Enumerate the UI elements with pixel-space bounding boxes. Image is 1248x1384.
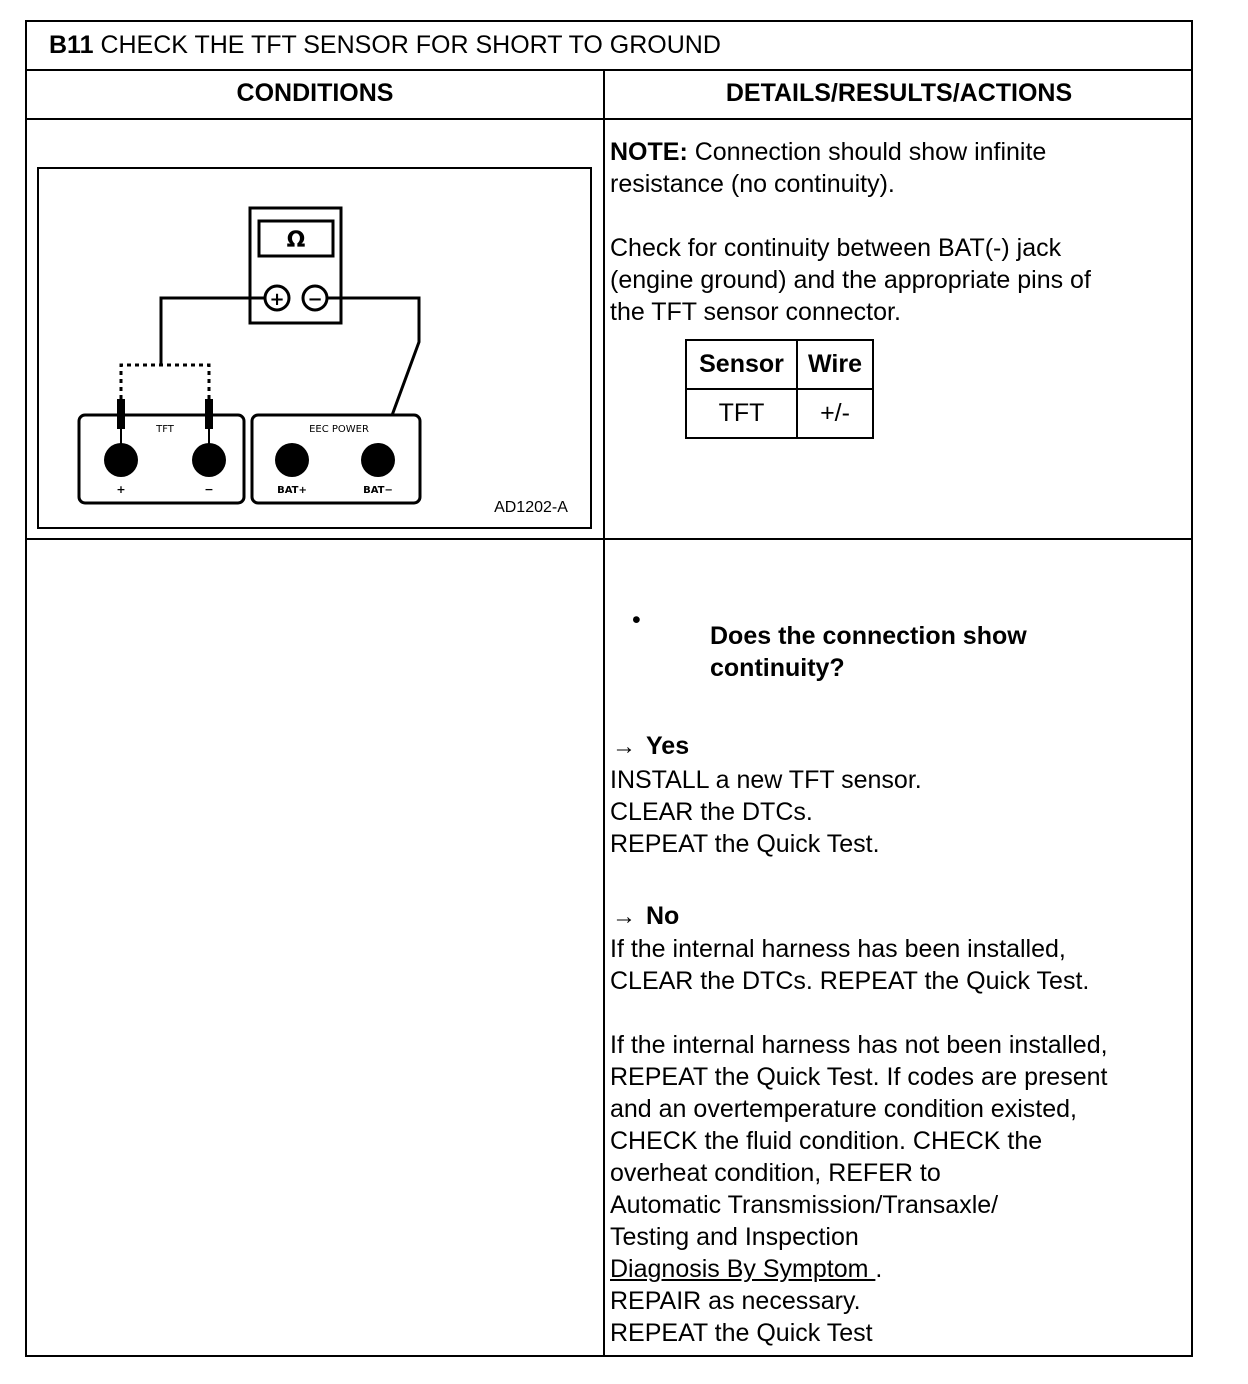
table-row <box>686 389 873 438</box>
no-line-b4: CHECK the fluid condition. CHECK the <box>610 1127 1043 1155</box>
bat-plus-pin <box>275 443 309 477</box>
column-divider <box>603 69 605 1355</box>
question-line-1: Does the connection show <box>710 622 1027 650</box>
instruction-line-3: the TFT sensor connector. <box>610 298 901 326</box>
yes-line-3: REPEAT the Quick Test. <box>610 830 880 858</box>
link-suffix: . <box>875 1255 883 1283</box>
table-cell-sensor: TFT <box>686 389 797 438</box>
note-line-2: resistance (no continuity). <box>610 170 895 198</box>
row-divider <box>27 538 1191 540</box>
details-header: DETAILS/RESULTS/ACTIONS <box>725 79 1073 107</box>
tft-minus-probe <box>205 399 213 429</box>
no-line-b6: Automatic Transmission/Transaxle/ <box>610 1191 999 1219</box>
bat-minus-pin <box>361 443 395 477</box>
no-label: No <box>646 902 680 930</box>
bat-minus-pin-label: BAT− <box>363 485 393 496</box>
table-cell-wire: +/- <box>797 389 873 438</box>
eec-power-connector-label: EEC POWER <box>309 424 369 435</box>
tft-connector-label: TFT <box>156 424 174 435</box>
step-title <box>49 30 721 60</box>
no-line-b2: REPEAT the Quick Test. If codes are present <box>610 1063 1108 1091</box>
no-line-b3: and an overtemperature condition existed, <box>610 1095 1077 1123</box>
diagnosis-by-symptom-link[interactable]: Diagnosis By Symptom <box>610 1255 876 1283</box>
table-header-row <box>686 340 873 389</box>
jumper-wire <box>121 365 209 415</box>
no-line-c2: REPEAT the Quick Test <box>610 1319 873 1347</box>
ohmmeter-diagram <box>37 167 593 529</box>
tft-minus-pin-label: − <box>204 483 214 496</box>
arrow-right-icon: → <box>612 733 636 760</box>
no-line-b7: Testing and Inspection <box>610 1223 859 1251</box>
bullet-icon: • <box>632 606 641 634</box>
bat-plus-pin-label: BAT+ <box>277 485 307 496</box>
note <box>610 136 1046 168</box>
sensor-wire-table <box>685 339 874 439</box>
step-code: B11 <box>49 31 94 59</box>
figure-id: AD1202-A <box>494 499 568 516</box>
tft-plus-pin <box>104 443 138 477</box>
yes-line-2: CLEAR the DTCs. <box>610 798 813 826</box>
no-line-b1: If the internal harness has not been installed, <box>610 1031 1108 1059</box>
meter-plus-symbol: + <box>269 289 285 310</box>
note-label: NOTE: <box>610 138 688 166</box>
no-heading <box>612 900 679 933</box>
table-header-wire: Wire <box>797 340 873 389</box>
conditions-header: CONDITIONS <box>236 79 394 107</box>
no-line-b5: overheat condition, REFER to <box>610 1159 941 1187</box>
no-line-a1: If the internal harness has been installed, <box>610 935 1066 963</box>
no-line-a2: CLEAR the DTCs. REPEAT the Quick Test. <box>610 967 1090 995</box>
yes-heading <box>612 730 689 763</box>
yes-label: Yes <box>646 732 690 760</box>
title-divider <box>27 69 1191 71</box>
no-line-c1: REPAIR as necessary. <box>610 1287 861 1315</box>
meter-minus-symbol: − <box>307 289 323 310</box>
diagnosis-link-line <box>610 1253 882 1285</box>
ohm-icon: Ω <box>286 228 306 253</box>
tft-plus-pin-label: + <box>116 483 126 496</box>
instruction-line-1: Check for continuity between BAT(-) jack <box>610 234 1062 262</box>
instruction-line-2: (engine ground) and the appropriate pins of <box>610 266 1091 294</box>
step-title-text: CHECK THE TFT SENSOR FOR SHORT TO GROUND <box>100 31 721 59</box>
arrow-right-icon: → <box>612 903 636 930</box>
table-header-sensor: Sensor <box>686 340 797 389</box>
note-line-1: Connection should show infinite <box>687 138 1047 166</box>
tft-minus-pin <box>192 443 226 477</box>
header-divider <box>27 118 1191 120</box>
yes-line-1: INSTALL a new TFT sensor. <box>610 766 922 794</box>
tft-plus-probe <box>117 399 125 429</box>
question-line-2: continuity? <box>710 654 845 682</box>
